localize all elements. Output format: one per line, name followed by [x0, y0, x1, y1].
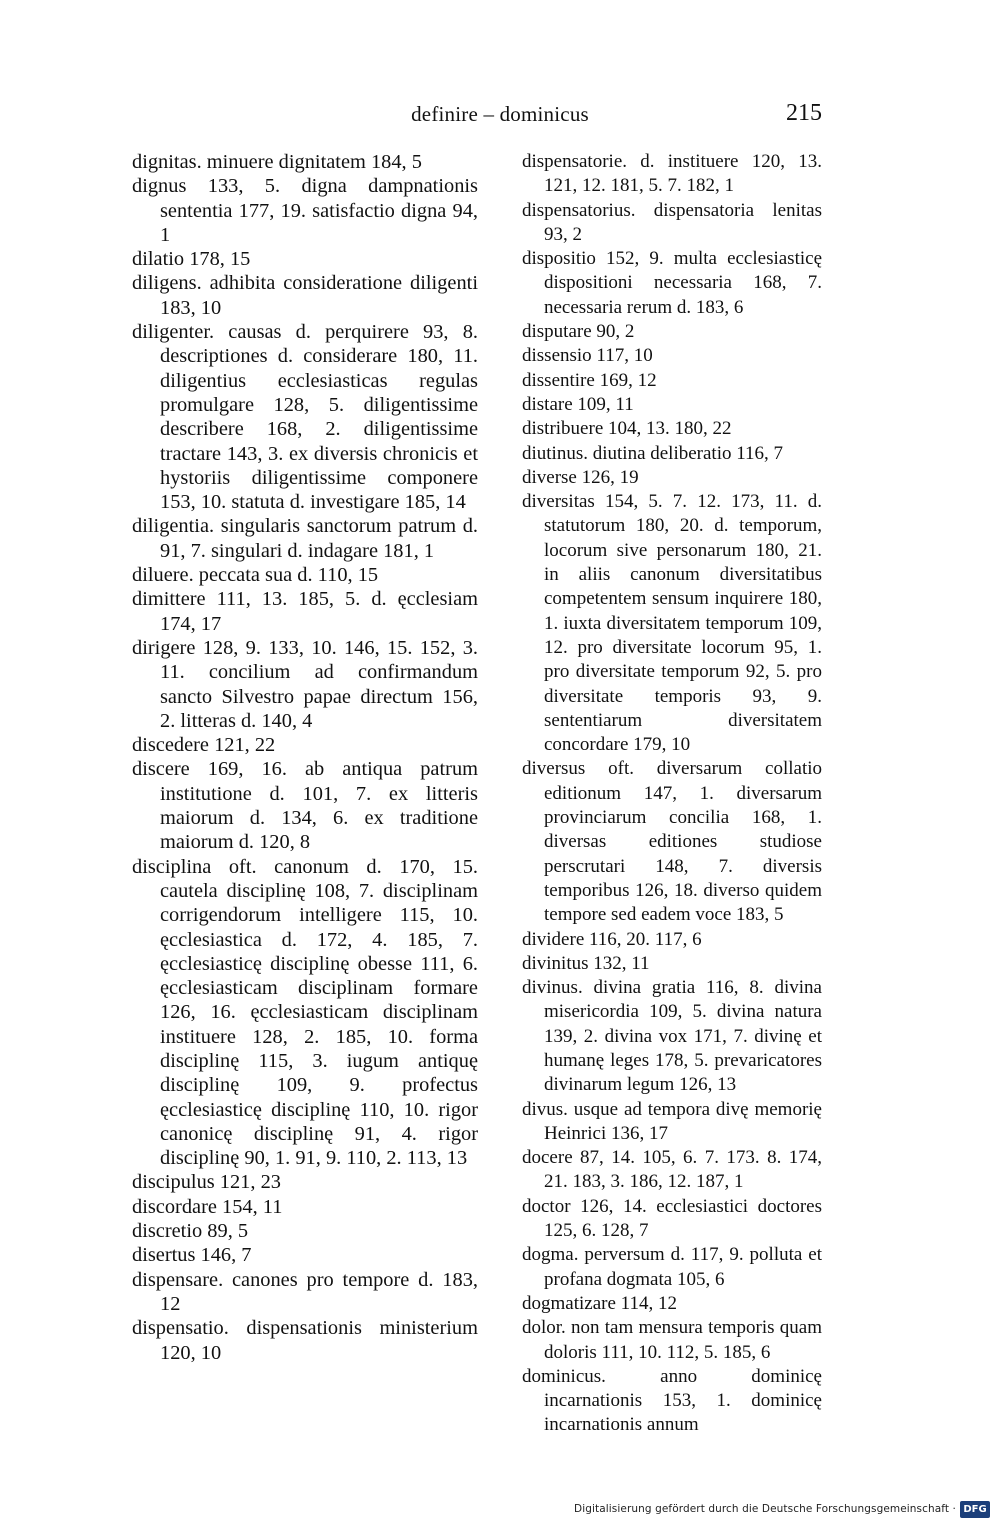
index-entry: diluere. peccata sua d. 110, 15: [132, 564, 379, 587]
index-column-right: [522, 150, 822, 1438]
index-entry: diligenter. causas d. perquirere 93, 8. descriptiones d. considerare 180, 11. diligentius ecclesiasticas regulas promulgare 128, 5. diligentissime describere 168, 2. diligentissime tractare 143, 3. ex diversis chronicis et hystoriis diligentissime componere 153, 10. statuta d. investigare 185, 14: [132, 321, 478, 514]
index-entry: disciplina oft. canonum d. 170, 15. cautela disciplinę 108, 7. disciplinam corrigendorum intelligere 115, 10. ęcclesiastica d. 172, 4. 185, 7. ęcclesiasticę disciplinę obesse 111, 6. ęcclesiasticam disciplinam formare 126, 16. ęcclesiasticam disciplinam instituere 128, 2. 185, 10. forma disciplinę 115, 3. iugum antiquę disciplinę 109, 9. profectus ęcclesiasticę disciplinę 110, 10. rigor canonicę disciplinę 91, 4. rigor disciplinę 90, 1. 91, 9. 110, 2. 113, 13: [132, 855, 478, 1170]
index-entry: diversus oft. diversarum collatio editionum 147, 1. diversarum provinciarum concilia 168, 1. diversas editiones studiose perscrutari 148, 7. diversis temporibus 126, 18. diverso quidem tempore sed eadem voce 183, 5: [522, 758, 822, 926]
index-entry: dogmatizare 114, 12: [522, 1292, 677, 1314]
index-entry: dolor. non tam mensura temporis quam doloris 111, 10. 112, 5. 185, 6: [522, 1317, 822, 1363]
digitization-credit: Digitalisierung gefördert durch die Deutsche Forschungsgemeinschaft ·: [574, 1503, 956, 1515]
index-entry: discipulus 121, 23: [132, 1171, 281, 1194]
index-entry: distare 109, 11: [522, 393, 634, 415]
index-entry: dirigere 128, 9. 133, 10. 146, 15. 152, 3. 11. concilium ad confirmandum sancto Silvestro papae directum 156, 2. litteras d. 140, 4: [132, 636, 478, 732]
index-entry: discordare 154, 11: [132, 1195, 283, 1218]
index-entry: diversitas 154, 5. 7. 12. 173, 11. d. statutorum 180, 20. d. temporum, locorum sive personarum 180, 21. in aliis canonum diversitatibus competentem sensum inquirere 180, 1. iuxta diversitatem temporum 109, 12. pro diversitate locorum 95, 1. pro diversitate temporum 92, 5. pro diversitate temporis 93, 9. sententiarum diversitatem concordare 179, 10: [522, 491, 822, 756]
index-entry: docere 87, 14. 105, 6. 7. 173. 8. 174, 21. 183, 3. 186, 12. 187, 1: [522, 1147, 822, 1193]
index-entry: dignitas. minuere dignitatem 184, 5: [132, 151, 422, 173]
index-entry: dividere 116, 20. 117, 6: [522, 928, 702, 950]
index-entry: diverse 126, 19: [522, 466, 639, 488]
index-entry: dissensio 117, 10: [522, 345, 653, 367]
index-entry: discretio 89, 5: [132, 1220, 249, 1243]
page-footer: [0, 1500, 1000, 1522]
index-entry: dispensatorie. d. instituere 120, 13. 121, 12. 181, 5. 7. 182, 1: [522, 151, 822, 197]
page-number: 215: [786, 100, 822, 126]
index-entry: discedere 121, 22: [132, 734, 276, 757]
index-column-left: [132, 150, 478, 1365]
index-entry: divus. usque ad tempora divę memorię Heinrici 136, 17: [522, 1098, 822, 1144]
index-entry: divinitus 132, 11: [522, 952, 650, 974]
index-entry: diligentia. singularis sanctorum patrum d. 91, 7. singulari d. indagare 181, 1: [132, 515, 478, 562]
index-entry: dissentire 169, 12: [522, 369, 657, 391]
index-entry: disputare 90, 2: [522, 321, 635, 343]
index-entry: diutinus. diutina deliberatio 116, 7: [522, 442, 784, 464]
index-entry: doctor 126, 14. ecclesiastici doctores 125, 6. 128, 7: [522, 1195, 822, 1242]
index-entry: divinus. divina gratia 116, 8. divina misericordia 109, 5. divina natura 139, 2. divina vox 171, 7. divinę et humanę leges 178, 5. prevaricatores divinarum legum 126, 13: [522, 977, 822, 1096]
index-entry: dimittere 111, 13. 185, 5. d. ęcclesiam 174, 17: [132, 588, 478, 635]
index-entry: disertus 146, 7: [132, 1244, 252, 1267]
index-entry: dominicus. anno dominicę incarnationis 153, 1. dominicę incarnationis annum: [522, 1365, 822, 1436]
index-entry: dispositio 152, 9. multa ecclesiasticę dispositioni necessaria 168, 7. necessaria rerum d. 183, 6: [522, 248, 822, 318]
index-entry: discere 169, 16. ab antiqua patrum institutione d. 101, 7. ex litteris maiorum d. 134, 6. ex traditione maiorum d. 120, 8: [132, 758, 478, 854]
dfg-logo: DFG: [960, 1501, 990, 1518]
index-entry: dispensare. canones pro tempore d. 183, 12: [132, 1268, 478, 1315]
index-entry: distribuere 104, 13. 180, 22: [522, 418, 732, 440]
page-header: [0, 98, 1000, 138]
running-title: definire – dominicus: [411, 102, 589, 126]
index-entry: dispensatorius. dispensatoria lenitas 93, 2: [522, 199, 822, 245]
index-entry: dispensatio. dispensationis ministerium 120, 10: [132, 1317, 478, 1364]
index-entry: dilatio 178, 15: [132, 248, 251, 271]
index-entry: diligens. adhibita consideratione diligenti 183, 10: [132, 272, 478, 319]
index-entry: dogma. perversum d. 117, 9. polluta et profana dogmata 105, 6: [522, 1244, 822, 1290]
index-entry: dignus 133, 5. digna dampnationis sententia 177, 19. satisfactio digna 94, 1: [132, 175, 478, 246]
